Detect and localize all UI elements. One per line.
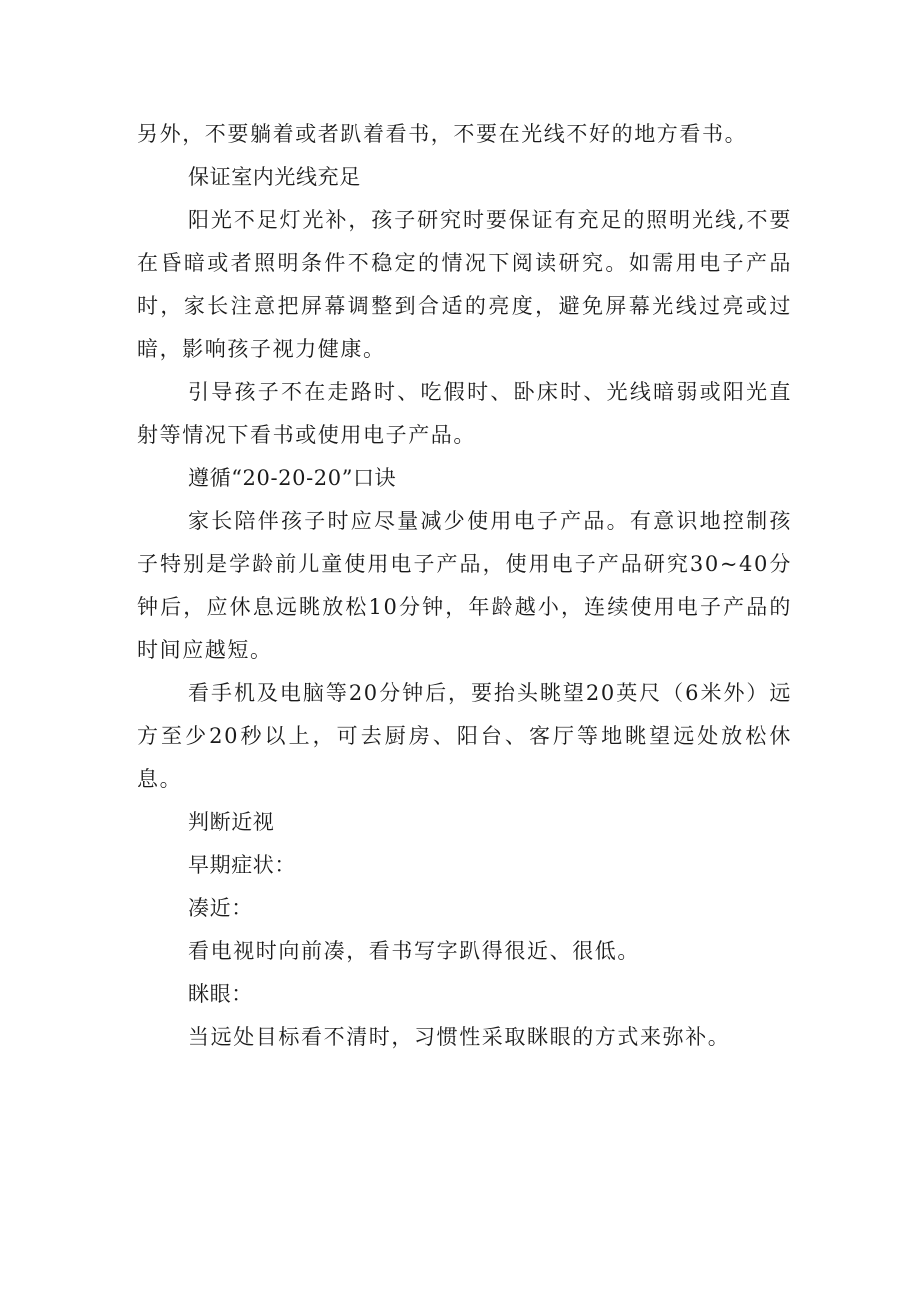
section-heading-20-20-20: 遵循“20-20-20”口诀 bbox=[188, 466, 397, 490]
paragraph-guidance: 引导孩子不在走路时、吃假时、卧床时、光线暗弱或阳光直射等情况下看书或使用电子产品。 bbox=[137, 380, 792, 447]
symptom-desc-leaning-close: 看电视时向前凑，看书写字趴得很近、很低。 bbox=[188, 939, 640, 963]
subheading-early-symptoms: 早期症状： bbox=[188, 853, 296, 877]
paragraph-parent-usage: 家长陪伴孩子时应尽量减少使用电子产品。有意识地控制孩子特别是学龄前儿童使用电子产品，使用电子产品研究30~40分钟后，应休息远眺放松10分钟，年龄越小，连续使用电子产品的时间应越短。 bbox=[137, 509, 792, 662]
paragraph-20-20-20-rule: 看手机及电脑等20分钟后，要抬头眺望20英尺（6米外）远方至少20秒以上，可去厨房、阳台、客厅等地眺望远处放松休息。 bbox=[137, 681, 792, 791]
paragraph-lighting: 阳光不足灯光补，孩子研究时要保证有充足的照明光线,不要在昏暗或者照明条件不稳定的情况下阅读研究。如需用电子产品时，家长注意把屏幕调整到合适的亮度，避免屏幕光线过亮或过暗，影响孩子视力健康。 bbox=[137, 208, 792, 361]
symptom-label-leaning-close: 凑近： bbox=[188, 896, 253, 920]
section-heading-lighting: 保证室内光线充足 bbox=[188, 165, 361, 189]
symptom-label-squinting: 眯眼： bbox=[188, 982, 253, 1006]
document-body bbox=[137, 113, 792, 1059]
section-heading-myopia: 判断近视 bbox=[188, 810, 275, 834]
symptom-desc-squinting: 当远处目标看不清时，习惯性采取眯眼的方式来弥补。 bbox=[188, 1025, 731, 1049]
paragraph-continuation: 另外，不要躺着或者趴着看书，不要在光线不好的地方看书。 bbox=[137, 122, 748, 146]
